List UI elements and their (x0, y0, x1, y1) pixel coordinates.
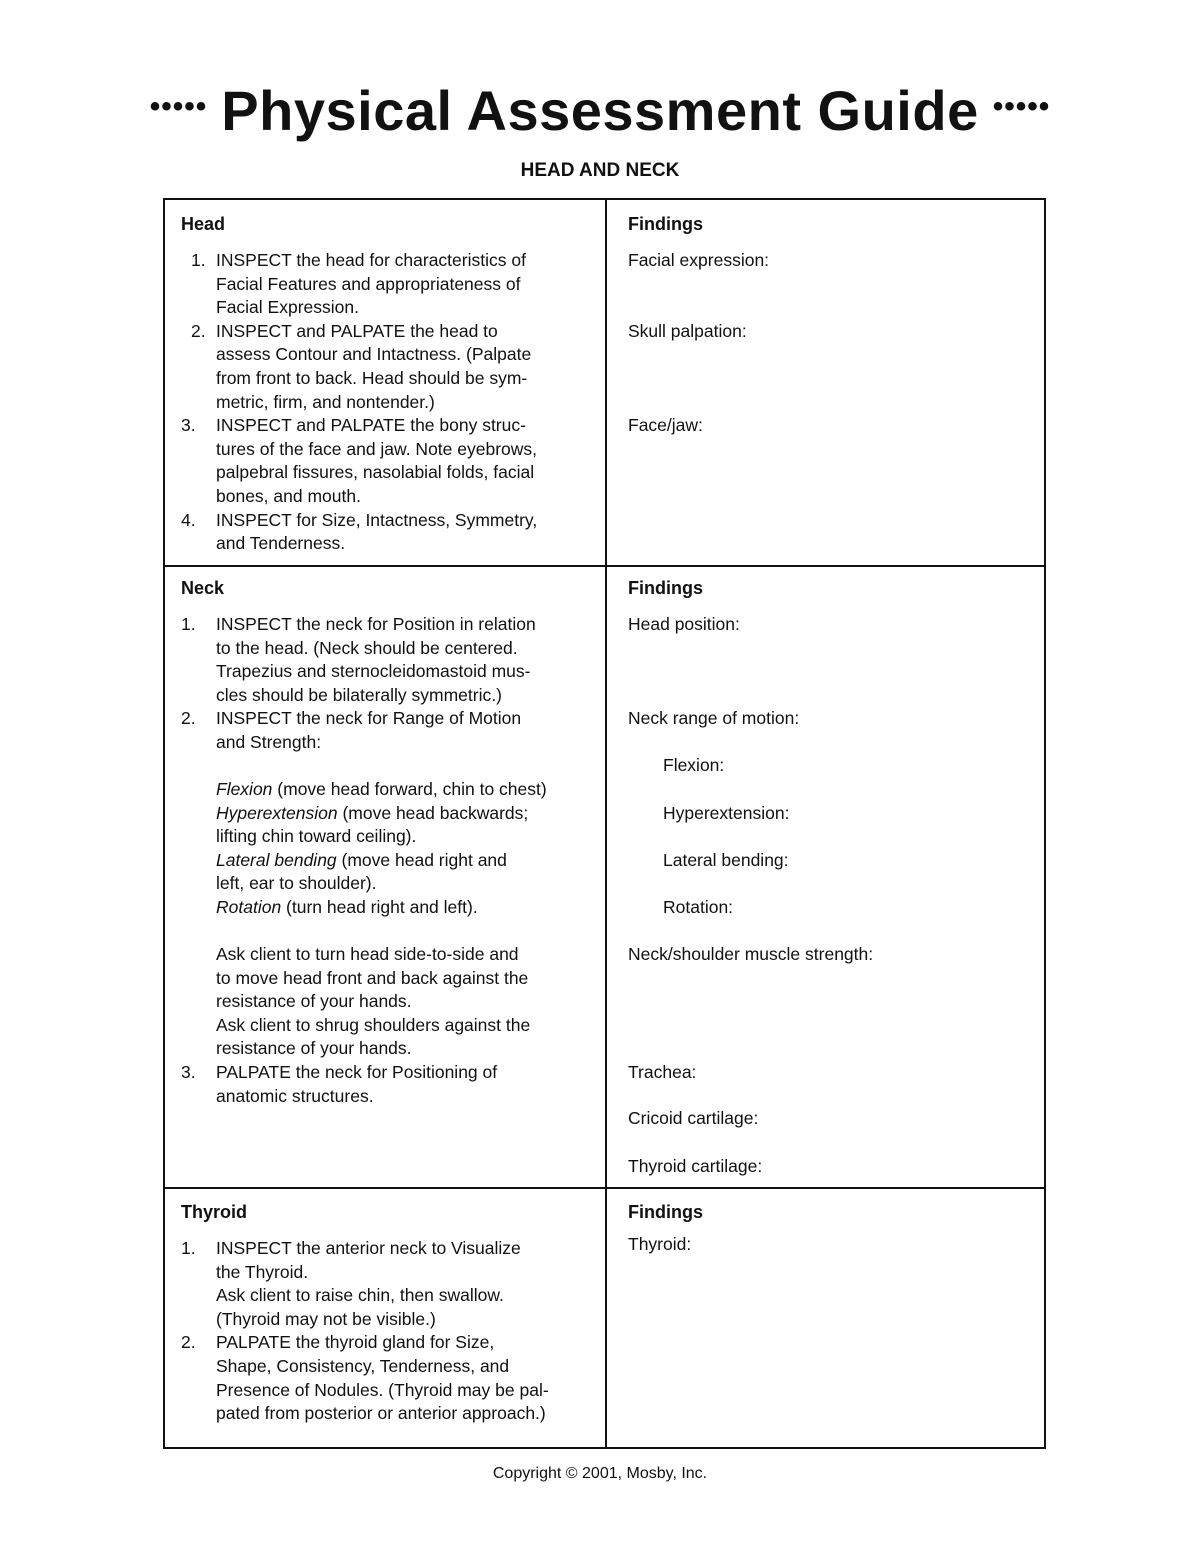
head-item-4-number: 4. (181, 509, 196, 530)
neck-item-1-line: cles should be bilaterally symmetric.) (216, 684, 502, 705)
head-item-4-line: INSPECT for Size, Intactness, Symmetry, (216, 509, 538, 530)
neck-item-2-number: 2. (181, 708, 196, 729)
motion-description: (move head right and (336, 849, 507, 870)
row-divider-1 (165, 565, 1044, 567)
thyroid-item-1-line: INSPECT the anterior neck to Visualize (216, 1238, 521, 1258)
neck-instruction-line: resistance of your hands. (216, 991, 412, 1012)
assessment-table (163, 198, 1046, 1449)
neck-instruction-line: to move head front and back against the (216, 967, 529, 988)
head-item-1-line: Facial Expression. (216, 297, 359, 318)
neck-item-1-line: Trapezius and sternocleidomastoid mus- (216, 661, 531, 682)
neck-item-1-line: to the head. (Neck should be centered. (216, 637, 518, 658)
finding-thyroid: Thyroid: (628, 1234, 692, 1254)
head-item-3-line: palpebral fissures, nasolabial folds, facial (216, 462, 535, 483)
head-item-2-number: 2. (191, 320, 206, 341)
finding-thyroid-cartilage: Thyroid cartilage: (628, 1156, 763, 1176)
head-findings-heading: Findings (628, 214, 703, 234)
finding-cricoid-cartilage: Cricoid cartilage: (628, 1108, 759, 1128)
row-divider-2 (165, 1187, 1044, 1189)
page-title: Physical Assessment Guide (221, 79, 979, 142)
column-divider (605, 200, 607, 1447)
head-item-2-line: INSPECT and PALPATE the head to (216, 320, 498, 341)
thyroid-item-2-line: PALPATE the thyroid gland for Size, (216, 1332, 495, 1353)
neck-findings-heading: Findings (628, 578, 703, 598)
title-row (0, 78, 1200, 143)
motion-flexion (216, 778, 547, 802)
section-subtitle: HEAD AND NECK (520, 160, 680, 181)
copyright-footer: Copyright © 2001, Mosby, Inc. (492, 1465, 708, 1482)
neck-instruction-line: resistance of your hands. (216, 1038, 412, 1059)
thyroid-section-heading: Thyroid (181, 1202, 247, 1222)
finding-head-position: Head position: (628, 614, 740, 634)
neck-item-2-line: and Strength: (216, 732, 322, 752)
head-item-2-line: metric, firm, and nontender.) (216, 391, 435, 412)
finding-face-jaw: Face/jaw: (628, 415, 703, 436)
head-item-3-number: 3. (181, 415, 196, 436)
neck-item-2-line: INSPECT the neck for Range of Motion (216, 708, 522, 729)
neck-instruction-line: Ask client to shrug shoulders against the (216, 1014, 531, 1035)
finding-lateral-bending: Lateral bending: (663, 849, 789, 870)
motion-lateral-bending (216, 849, 507, 873)
motion-lateral-bending-cont: left, ear to shoulder). (216, 873, 377, 894)
neck-item-3-line: anatomic structures. (216, 1085, 374, 1106)
head-item-4-line: and Tenderness. (216, 533, 346, 554)
motion-hyperextension (216, 802, 528, 826)
head-item-2-line: assess Contour and Intactness. (Palpate (216, 344, 532, 365)
finding-rotation: Rotation: (663, 897, 734, 917)
thyroid-item-1-line: Ask client to raise chin, then swallow. (216, 1285, 504, 1306)
neck-item-1-number: 1. (181, 614, 196, 634)
head-item-1-number: 1. (191, 250, 206, 270)
thyroid-item-2-number: 2. (181, 1332, 196, 1353)
finding-skull-palpation: Skull palpation: (628, 320, 747, 341)
title-dots-right: ••••• (992, 90, 1051, 123)
motion-term: Hyperextension (216, 802, 338, 823)
finding-flexion: Flexion: (663, 755, 725, 775)
finding-neck-range-of-motion: Neck range of motion: (628, 708, 800, 729)
motion-description: (turn head right and left). (281, 897, 478, 917)
neck-instruction-line: Ask client to turn head side-to-side and (216, 944, 519, 964)
thyroid-item-1-line: the Thyroid. (216, 1261, 309, 1282)
thyroid-item-1-number: 1. (181, 1238, 196, 1258)
neck-item-3-line: PALPATE the neck for Positioning of (216, 1062, 498, 1082)
motion-term: Lateral bending (216, 849, 337, 870)
finding-hyperextension: Hyperextension: (663, 802, 790, 823)
motion-term: Flexion (216, 779, 273, 799)
neck-section-heading: Neck (181, 578, 225, 598)
finding-facial-expression: Facial expression: (628, 250, 770, 270)
motion-description: (move head backwards; (337, 802, 529, 823)
head-item-1-line: INSPECT the head for characteristics of (216, 250, 526, 270)
head-item-1-line: Facial Features and appropriateness of (216, 273, 521, 294)
motion-rotation (216, 896, 478, 920)
thyroid-item-2-line: Presence of Nodules. (Thyroid may be pal- (216, 1379, 549, 1400)
head-section-heading: Head (181, 214, 226, 234)
neck-item-3-number: 3. (181, 1062, 196, 1082)
head-item-3-line: INSPECT and PALPATE the bony struc- (216, 415, 526, 436)
head-item-3-line: tures of the face and jaw. Note eyebrows, (216, 438, 538, 459)
motion-term: Rotation (216, 897, 282, 917)
finding-trachea: Trachea: (628, 1062, 697, 1082)
head-item-3-line: bones, and mouth. (216, 486, 361, 506)
motion-hyperextension-cont: lifting chin toward ceiling). (216, 826, 417, 847)
finding-muscle-strength: Neck/shoulder muscle strength: (628, 944, 874, 964)
head-item-2-line: from front to back. Head should be sym- (216, 368, 528, 388)
thyroid-item-2-line: pated from posterior or anterior approach.) (216, 1403, 546, 1424)
motion-description: (move head forward, chin to chest) (272, 779, 547, 799)
thyroid-item-2-line: Shape, Consistency, Tenderness, and (216, 1356, 510, 1376)
neck-item-1-line: INSPECT the neck for Position in relation (216, 614, 536, 634)
thyroid-findings-heading: Findings (628, 1202, 703, 1222)
title-dots-left: ••••• (149, 90, 208, 123)
thyroid-item-1-line: (Thyroid may not be visible.) (216, 1308, 436, 1329)
